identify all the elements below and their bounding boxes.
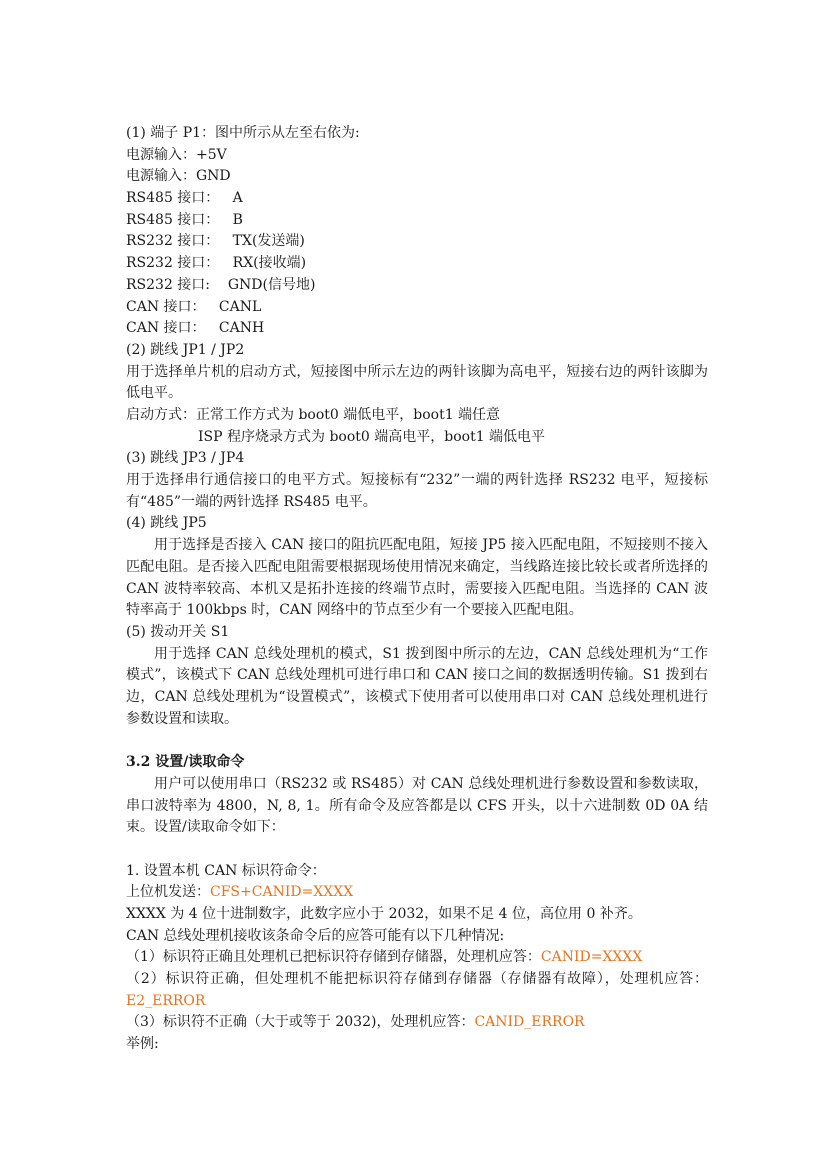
jp34-description: 用于选择串行通信接口的电平方式。短接标有“232”一端的两针选择 RS232 电平，短接标有“485”一端的两针选择 RS485 电平。	[126, 472, 708, 510]
cmd1-response-2-code: E2_ERROR	[126, 992, 206, 1009]
cmd1-response-1-text: （1）标识符正确且处理机已把标识符存储到存储器，处理机应答：	[126, 949, 541, 966]
p1-item: RS485 接口： A	[126, 190, 243, 207]
p1-title: (1) 端子 P1：图中所示从左至右依为:	[126, 125, 360, 141]
section-title: 3.2 设置/读取命令	[126, 754, 245, 771]
cmd1-send	[126, 882, 708, 904]
s1-title: (5) 拨动开关 S1	[126, 623, 230, 640]
p1-item: RS232 接口： TX(发送端)	[126, 233, 305, 250]
s1-description: 用于选择 CAN 总线处理机的模式，S1 拨到图中所示的左边，CAN 总线处理机为“工作模式”，该模式下 CAN 总线处理机可进行串口和 CAN 接口之间的数据透明传输。S1 拨到右边，CAN 总线处理机为“设置模式”，该模式下使用者可以使用串口对 CAN 总线处理机进行参数设置和读取。	[126, 645, 708, 727]
cmd1-response-3-text: （3）标识符不正确（大于或等于 2032)，处理机应答：	[126, 1014, 475, 1031]
p1-item: 电源输入：+5V	[126, 146, 227, 163]
cmd1-response-3	[126, 1012, 708, 1034]
cmd1-note: XXXX 为 4 位十进制数字，此数字应小于 2032，如果不足 4 位，高位用 0 补齐。	[126, 905, 642, 922]
cmd1-send-command: CFS+CANID=XXXX	[210, 884, 354, 901]
document-content	[126, 123, 708, 1056]
jp34-title: (3) 跳线 JP3 / JP4	[126, 450, 245, 467]
p1-item: RS232 接口: GND(信号地)	[126, 276, 316, 293]
cmd1-response-intro: CAN 总线处理机接收该条命令后的应答可能有以下几种情况:	[126, 927, 505, 944]
p1-item: 电源输入：GND	[126, 168, 231, 185]
jp12-title: (2) 跳线 JP1 / JP2	[126, 341, 245, 358]
p1-item: RS485 接口： B	[126, 211, 243, 228]
p1-item: CAN 接口： CANL	[126, 298, 262, 315]
spacer	[126, 730, 708, 752]
example-label: 举例:	[126, 1036, 159, 1053]
cmd1-response-3-code: CANID_ERROR	[474, 1014, 585, 1031]
cmd1-title: 1. 设置本机 CAN 标识符命令：	[126, 862, 326, 879]
p1-item: CAN 接口： CANH	[126, 320, 265, 337]
cmd1-response-2-text: （2）标识符正确，但处理机不能把标识符存储到存储器（存储器有故障），处理机应答：	[126, 971, 708, 988]
jp12-description: 用于选择单片机的启动方式，短接图中所示左边的两针该脚为高电平，短接右边的两针该脚为低电平。	[126, 363, 708, 402]
jp12-mode-normal: 启动方式：正常工作方式为 boot0 端低电平，boot1 端任意	[126, 406, 501, 423]
spacer	[126, 839, 708, 861]
cmd1-response-2	[126, 969, 708, 1012]
jp5-description: 用于选择是否接入 CAN 接口的阻抗匹配电阻，短接 JP5 接入匹配电阻，不短接则不接入匹配电阻。是否接入匹配电阻需要根据现场使用情况来确定，当线路连接比较长或者所选择的 CAN 波特率较高、本机又是拓扑连接的终端节点时，需要接入匹配电阻。当选择的 CAN 波特率高于 100kbps 时，CAN 网络中的节点至少有一个要接入匹配电阻。	[126, 537, 708, 619]
cmd1-send-label: 上位机发送：	[126, 884, 210, 901]
p1-list	[126, 145, 708, 340]
cmd1-response-1	[126, 947, 708, 969]
jp12-mode-isp: ISP 程序烧录方式为 boot0 端高电平，boot1 端低电平	[198, 428, 546, 445]
jp5-title: (4) 跳线 JP5	[126, 515, 207, 532]
p1-item: RS232 接口： RX(接收端)	[126, 255, 307, 272]
section-description: 用户可以使用串口（RS232 或 RS485）对 CAN 总线处理机进行参数设置和参数读取，串口波特率为 4800，N, 8, 1。所有命令及应答都是以 CFS 开头，以十六进制数 0D 0A 结束。设置/读取命令如下：	[126, 775, 708, 836]
cmd1-response-1-code: CANID=XXXX	[540, 949, 643, 966]
